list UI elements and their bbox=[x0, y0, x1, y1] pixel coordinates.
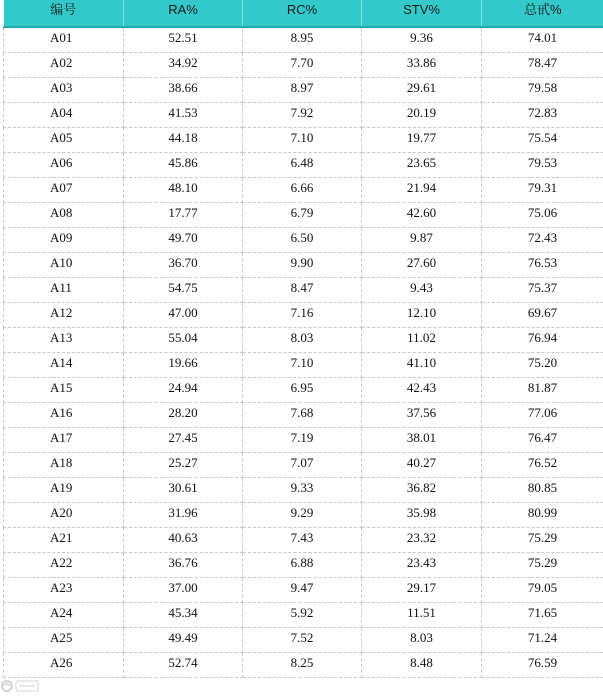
cell-id: A02 bbox=[4, 53, 124, 78]
cell-stv: 21.94 bbox=[362, 178, 482, 203]
cell-rc: 9.47 bbox=[243, 578, 362, 603]
cell-ra: 31.96 bbox=[124, 503, 243, 528]
header-ra: RA% bbox=[124, 0, 243, 27]
cell-rc: 9.29 bbox=[243, 503, 362, 528]
cell-rc: 6.79 bbox=[243, 203, 362, 228]
cell-ra: 37.00 bbox=[124, 578, 243, 603]
cell-ra: 24.94 bbox=[124, 378, 243, 403]
cell-total: 72.43 bbox=[482, 228, 603, 253]
cell-rc: 6.66 bbox=[243, 178, 362, 203]
cell-ra: 54.75 bbox=[124, 278, 243, 303]
cell-id: A13 bbox=[4, 328, 124, 353]
table-row bbox=[4, 553, 603, 578]
table-row bbox=[4, 53, 603, 78]
cell-id: A15 bbox=[4, 378, 124, 403]
cell-id: A06 bbox=[4, 153, 124, 178]
cell-ra: 34.92 bbox=[124, 53, 243, 78]
cell-id: A04 bbox=[4, 103, 124, 128]
cell-stv: 23.43 bbox=[362, 553, 482, 578]
cell-stv: 19.77 bbox=[362, 128, 482, 153]
cell-rc: 8.47 bbox=[243, 278, 362, 303]
cell-rc: 7.07 bbox=[243, 453, 362, 478]
cell-total: 71.65 bbox=[482, 603, 603, 628]
cell-rc: 6.88 bbox=[243, 553, 362, 578]
cell-ra: 48.10 bbox=[124, 178, 243, 203]
cell-stv: 11.02 bbox=[362, 328, 482, 353]
cell-rc: 7.52 bbox=[243, 628, 362, 653]
cell-stv: 23.65 bbox=[362, 153, 482, 178]
cell-id: A21 bbox=[4, 528, 124, 553]
table-row bbox=[4, 278, 603, 303]
cell-ra: 44.18 bbox=[124, 128, 243, 153]
cell-ra: 25.27 bbox=[124, 453, 243, 478]
cell-id: A19 bbox=[4, 478, 124, 503]
cell-id: A18 bbox=[4, 453, 124, 478]
cell-id: A23 bbox=[4, 578, 124, 603]
cell-ra: 49.70 bbox=[124, 228, 243, 253]
cell-stv: 23.32 bbox=[362, 528, 482, 553]
cell-total: 76.47 bbox=[482, 428, 603, 453]
cell-stv: 29.61 bbox=[362, 78, 482, 103]
table-row bbox=[4, 353, 603, 378]
cell-id: A16 bbox=[4, 403, 124, 428]
cell-rc: 8.03 bbox=[243, 328, 362, 353]
cell-rc: 8.25 bbox=[243, 653, 362, 678]
table-row bbox=[4, 253, 603, 278]
cell-total: 81.87 bbox=[482, 378, 603, 403]
cell-total: 78.47 bbox=[482, 53, 603, 78]
cell-stv: 41.10 bbox=[362, 353, 482, 378]
cell-total: 75.20 bbox=[482, 353, 603, 378]
cell-ra: 41.53 bbox=[124, 103, 243, 128]
cell-rc: 7.16 bbox=[243, 303, 362, 328]
table-row bbox=[4, 203, 603, 228]
table-row bbox=[4, 303, 603, 328]
table-row bbox=[4, 578, 603, 603]
cell-ra: 45.34 bbox=[124, 603, 243, 628]
cell-id: A05 bbox=[4, 128, 124, 153]
cell-rc: 7.68 bbox=[243, 403, 362, 428]
cell-id: A01 bbox=[4, 27, 124, 53]
table-row bbox=[4, 178, 603, 203]
cell-rc: 6.48 bbox=[243, 153, 362, 178]
cell-id: A25 bbox=[4, 628, 124, 653]
cell-stv: 9.36 bbox=[362, 27, 482, 53]
table-row bbox=[4, 603, 603, 628]
cell-total: 69.67 bbox=[482, 303, 603, 328]
cell-ra: 38.66 bbox=[124, 78, 243, 103]
table-row bbox=[4, 328, 603, 353]
cell-stv: 8.48 bbox=[362, 653, 482, 678]
cell-ra: 47.00 bbox=[124, 303, 243, 328]
cell-id: A09 bbox=[4, 228, 124, 253]
cell-rc: 8.95 bbox=[243, 27, 362, 53]
cell-stv: 9.43 bbox=[362, 278, 482, 303]
table-row bbox=[4, 378, 603, 403]
cell-ra: 36.76 bbox=[124, 553, 243, 578]
cell-id: A14 bbox=[4, 353, 124, 378]
header-row bbox=[4, 0, 603, 27]
header-rc: RC% bbox=[243, 0, 362, 27]
cell-rc: 9.33 bbox=[243, 478, 362, 503]
cell-stv: 11.51 bbox=[362, 603, 482, 628]
table-row bbox=[4, 453, 603, 478]
table-row bbox=[4, 27, 603, 53]
cell-total: 76.94 bbox=[482, 328, 603, 353]
cell-ra: 19.66 bbox=[124, 353, 243, 378]
data-table-container bbox=[3, 0, 603, 700]
cell-total: 77.06 bbox=[482, 403, 603, 428]
cell-ra: 28.20 bbox=[124, 403, 243, 428]
cell-rc: 9.90 bbox=[243, 253, 362, 278]
cell-id: A07 bbox=[4, 178, 124, 203]
cell-ra: 40.63 bbox=[124, 528, 243, 553]
cell-total: 76.59 bbox=[482, 653, 603, 678]
cell-stv: 35.98 bbox=[362, 503, 482, 528]
cell-stv: 37.56 bbox=[362, 403, 482, 428]
cell-ra: 52.74 bbox=[124, 653, 243, 678]
cell-ra: 45.86 bbox=[124, 153, 243, 178]
cell-stv: 20.19 bbox=[362, 103, 482, 128]
cell-stv: 9.87 bbox=[362, 228, 482, 253]
cell-id: A10 bbox=[4, 253, 124, 278]
cell-id: A08 bbox=[4, 203, 124, 228]
cell-rc: 7.19 bbox=[243, 428, 362, 453]
cell-total: 79.58 bbox=[482, 78, 603, 103]
cell-id: A17 bbox=[4, 428, 124, 453]
table-row bbox=[4, 228, 603, 253]
header-total: 总甙% bbox=[482, 0, 603, 27]
cell-stv: 8.03 bbox=[362, 628, 482, 653]
cell-total: 76.52 bbox=[482, 453, 603, 478]
cell-total: 76.53 bbox=[482, 253, 603, 278]
cell-rc: 6.50 bbox=[243, 228, 362, 253]
cell-rc: 7.92 bbox=[243, 103, 362, 128]
header-stv: STV% bbox=[362, 0, 482, 27]
cell-total: 75.29 bbox=[482, 528, 603, 553]
cell-total: 75.06 bbox=[482, 203, 603, 228]
cell-rc: 7.70 bbox=[243, 53, 362, 78]
table-row bbox=[4, 128, 603, 153]
table-row bbox=[4, 478, 603, 503]
cell-ra: 27.45 bbox=[124, 428, 243, 453]
cell-rc: 7.10 bbox=[243, 128, 362, 153]
cell-rc: 6.95 bbox=[243, 378, 362, 403]
cell-total: 75.29 bbox=[482, 553, 603, 578]
cell-total: 71.24 bbox=[482, 628, 603, 653]
cell-rc: 7.43 bbox=[243, 528, 362, 553]
table-row bbox=[4, 78, 603, 103]
cell-ra: 30.61 bbox=[124, 478, 243, 503]
table-row bbox=[4, 428, 603, 453]
data-table bbox=[3, 0, 603, 678]
cell-id: A03 bbox=[4, 78, 124, 103]
cell-stv: 42.43 bbox=[362, 378, 482, 403]
cell-stv: 27.60 bbox=[362, 253, 482, 278]
cell-id: A24 bbox=[4, 603, 124, 628]
cell-ra: 36.70 bbox=[124, 253, 243, 278]
cell-stv: 12.10 bbox=[362, 303, 482, 328]
cell-stv: 36.82 bbox=[362, 478, 482, 503]
table-row bbox=[4, 503, 603, 528]
table-row bbox=[4, 653, 603, 678]
cell-id: A12 bbox=[4, 303, 124, 328]
cell-ra: 55.04 bbox=[124, 328, 243, 353]
cell-stv: 29.17 bbox=[362, 578, 482, 603]
cell-ra: 49.49 bbox=[124, 628, 243, 653]
cell-id: A11 bbox=[4, 278, 124, 303]
cell-stv: 40.27 bbox=[362, 453, 482, 478]
cell-stv: 33.86 bbox=[362, 53, 482, 78]
cell-total: 75.54 bbox=[482, 128, 603, 153]
cell-ra: 52.51 bbox=[124, 27, 243, 53]
cell-stv: 42.60 bbox=[362, 203, 482, 228]
cell-ra: 17.77 bbox=[124, 203, 243, 228]
cell-total: 80.99 bbox=[482, 503, 603, 528]
cell-rc: 8.97 bbox=[243, 78, 362, 103]
header-id: 编号 bbox=[4, 0, 124, 27]
cell-total: 72.83 bbox=[482, 103, 603, 128]
table-row bbox=[4, 628, 603, 653]
cell-rc: 5.92 bbox=[243, 603, 362, 628]
table-row bbox=[4, 528, 603, 553]
cell-total: 75.37 bbox=[482, 278, 603, 303]
cell-total: 74.01 bbox=[482, 27, 603, 53]
table-body bbox=[4, 27, 603, 678]
cell-id: A26 bbox=[4, 653, 124, 678]
table-row bbox=[4, 403, 603, 428]
cell-stv: 38.01 bbox=[362, 428, 482, 453]
table-row bbox=[4, 103, 603, 128]
cell-rc: 7.10 bbox=[243, 353, 362, 378]
cell-total: 79.05 bbox=[482, 578, 603, 603]
cell-total: 79.53 bbox=[482, 153, 603, 178]
cell-total: 80.85 bbox=[482, 478, 603, 503]
cell-id: A20 bbox=[4, 503, 124, 528]
table-row bbox=[4, 153, 603, 178]
cell-id: A22 bbox=[4, 553, 124, 578]
table-header bbox=[4, 0, 603, 27]
cell-total: 79.31 bbox=[482, 178, 603, 203]
